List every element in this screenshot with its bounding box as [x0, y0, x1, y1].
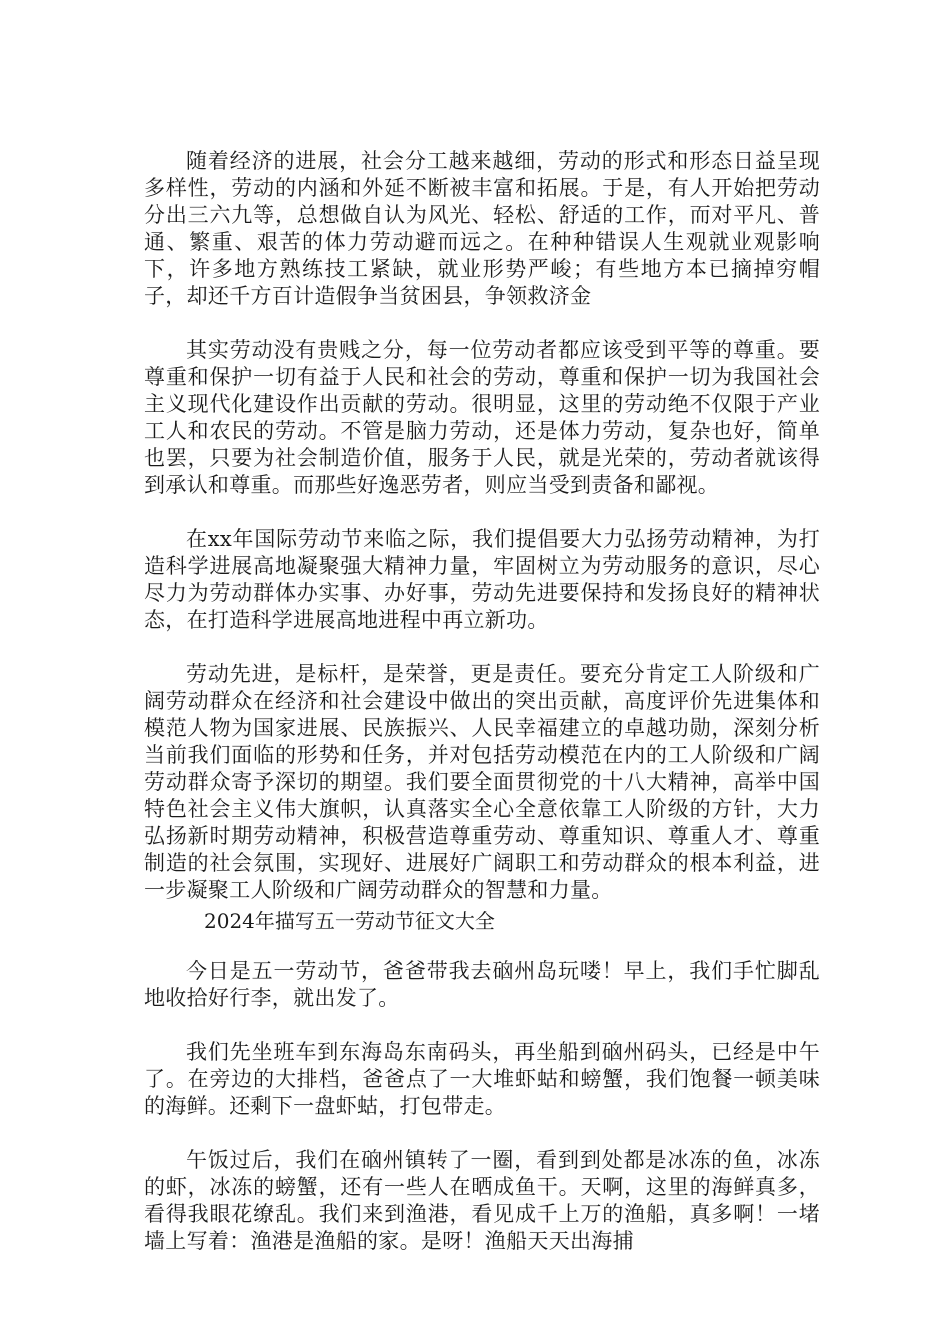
- paragraph-labor-day-spirit: 在xx年国际劳动节来临之际，我们提倡要大力弘扬劳动精神，为打造科学进展高地凝聚强大精神力量，牢固树立为劳动服务的意识，尽心尽力为劳动群体办实事、办好事，劳动先进要保持和发扬良好的精神状态，在打造科学进展高地进程中再立新功。: [144, 527, 820, 632]
- paragraph-spacer: [144, 634, 820, 661]
- essay-subtitle: 2024年描写五一劳动节征文大全: [204, 909, 495, 933]
- paragraph-trip-start: 今日是五一劳动节，爸爸带我去硇州岛玩喽！早上，我们手忙脚乱地收拾好行李，就出发了。: [144, 959, 820, 1010]
- paragraph-spacer: [144, 1120, 820, 1147]
- paragraph-spacer: [144, 1012, 820, 1039]
- paragraph-trip-harbor: 午饭过后，我们在硇州镇转了一圈，看到到处都是冰冻的鱼，冰冻的虾，冰冻的螃蟹，还有一些人在晒成鱼干。天啊，这里的海鲜真多，看得我眼花缭乱。我们来到渔港，看见成千上万的渔船，真多啊！一堵墙上写着：渔港是渔船的家。是呀！渔船天天出海捕: [144, 1148, 820, 1253]
- paragraph-spacer: [144, 938, 820, 958]
- document-body: [144, 148, 820, 1255]
- paragraph-labor-pioneers: 劳动先进，是标杆，是荣誉，更是责任。要充分肯定工人阶级和广阔劳动群众在经济和社会建设中做出的突出贡献，高度评价先进集体和模范人物为国家进展、民族振兴、人民幸福建立的卓越功勋，深刻分析当前我们面临的形势和任务，并对包括劳动模范在内的工人阶级和广阔劳动群众寄予深切的期望。我们要全面贯彻党的十八大精神，高举中国特色社会主义伟大旗帜，认真落实全心全意依靠工人阶级的方针，大力弘扬新时期劳动精神，积极营造尊重劳动、尊重知识、尊重人才、尊重制造的社会氛围，实现好、进展好广阔职工和劳动群众的根本利益，进一步凝聚工人阶级和广阔劳动群众的智慧和力量。: [144, 662, 820, 902]
- paragraph-labor-diversity: 随着经济的进展，社会分工越来越细，劳动的形式和形态日益呈现多样性，劳动的内涵和外延不断被丰富和拓展。于是，有人开始把劳动分出三六九等，总想做自认为风光、轻松、舒适的工作，而对平凡、普通、繁重、艰苦的体力劳动避而远之。在种种错误人生观就业观影响下，许多地方熟练技工紧缺，就业形势严峻；有些地方本已摘掉穷帽子，却还千方百计造假争当贫困县，争领救济金: [144, 149, 820, 308]
- paragraph-spacer: [144, 499, 820, 526]
- paragraph-trip-lunch: 我们先坐班车到东海岛东南码头，再坐船到硇州码头，已经是中午了。在旁边的大排档，爸爸点了一大堆虾蛄和螃蟹，我们饱餐一顿美味的海鲜。还剩下一盘虾蛄，打包带走。: [144, 1040, 820, 1118]
- paragraph-labor-respect: 其实劳动没有贵贱之分，每一位劳动者都应该受到平等的尊重。要尊重和保护一切有益于人民和社会的劳动，尊重和保护一切为我国社会主义现代化建设作出贡献的劳动。很明显，这里的劳动绝不仅限于产业工人和农民的劳动。不管是脑力劳动，还是体力劳动，复杂也好，简单也罢，只要为社会制造价值，服务于人民，就是光荣的，劳动者就该得到承认和尊重。而那些好逸恶劳者，则应当受到责备和鄙视。: [144, 338, 820, 497]
- paragraph-spacer: [144, 310, 820, 337]
